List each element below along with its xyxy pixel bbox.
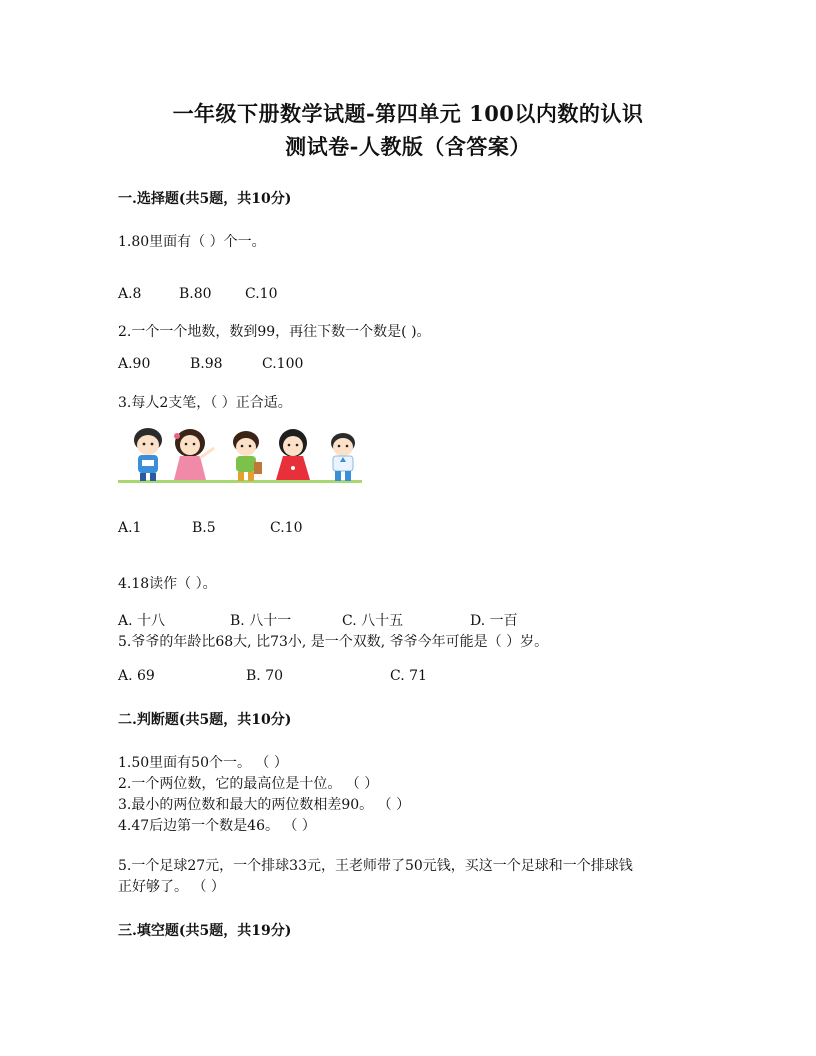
section-heading-judgment: 二.判断题(共5题，共10分) [118, 712, 292, 728]
question-5-option-b: B. 70 [246, 668, 284, 684]
judgment-3-text: 3.最小的两位数和最大的两位数相差90。 （ ） [118, 797, 411, 813]
page-title-line2: 测试卷-人教版（含答案） [285, 134, 531, 159]
question-2-option-b: B.98 [190, 356, 223, 372]
children-illustration [118, 426, 362, 486]
question-1-option-c: C.10 [245, 286, 278, 302]
question-4-option-a: A. 十八 [118, 613, 166, 629]
boy-figure-3 [331, 433, 355, 481]
question-1-option-a: A.8 [118, 286, 142, 302]
question-4-option-c: C. 八十五 [342, 613, 404, 629]
question-1-text: 1.80里面有（ ）个一。 [118, 234, 266, 250]
page-title-line1: 一年级下册数学试题-第四单元 100以内数的认识 [172, 101, 644, 126]
question-3-option-a: A.1 [118, 520, 142, 536]
section-heading-fill-blank: 三.填空题(共5题，共19分) [118, 923, 292, 939]
question-1-option-b: B.80 [179, 286, 212, 302]
question-2-option-c: C.100 [262, 356, 304, 372]
question-2-option-a: A.90 [118, 356, 151, 372]
question-3-option-c: C.10 [270, 520, 303, 536]
section-heading-choice: 一.选择题(共5题，共10分) [118, 191, 292, 207]
question-4-option-b: B. 八十一 [230, 613, 292, 629]
question-5-option-c: C. 71 [390, 668, 427, 684]
question-4-option-d: D. 一百 [470, 613, 518, 629]
question-5-text: 5.爷爷的年龄比68大, 比73小, 是一个双数, 爷爷今年可能是（ ）岁。 [118, 634, 549, 650]
question-3-option-b: B.5 [192, 520, 216, 536]
judgment-5-text-line1: 5.一个足球27元，一个排球33元，王老师带了50元钱，买这一个足球和一个排球钱 [118, 858, 633, 874]
girl-figure-1 [174, 429, 214, 480]
judgment-5-text-line2: 正好够了。 （ ） [118, 879, 225, 895]
judgment-2-text: 2.一个两位数，它的最高位是十位。 （ ） [118, 776, 379, 792]
question-4-text: 4.18读作（ ）。 [118, 576, 217, 592]
question-5-option-a: A. 69 [118, 668, 155, 684]
girl-figure-2 [276, 429, 310, 480]
boy-figure-1 [134, 428, 162, 481]
boy-figure-2 [233, 431, 262, 481]
judgment-1-text: 1.50里面有50个一。 （ ） [118, 755, 288, 771]
question-3-text: 3.每人2支笔，（ ）正合适。 [118, 395, 292, 411]
question-2-text: 2.一个一个地数，数到99，再往下数一个数是( )。 [118, 324, 431, 340]
judgment-4-text: 4.47后边第一个数是46。 （ ） [118, 818, 316, 834]
